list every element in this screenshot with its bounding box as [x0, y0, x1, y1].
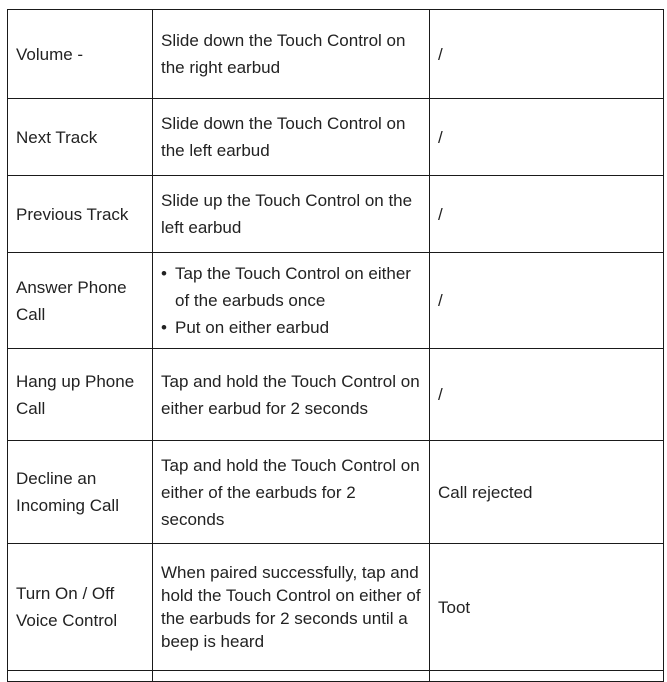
- empty-cell: [153, 671, 430, 682]
- prompt-cell: [430, 10, 664, 99]
- table-row: [8, 441, 664, 544]
- function-label: Hang up Phone Call: [16, 371, 135, 418]
- table-row: [8, 176, 664, 253]
- operation-text: Slide down the Touch Control on the left earbud: [161, 114, 406, 160]
- operation-text: Tap and hold the Touch Control on either earbud for 2 seconds: [161, 371, 420, 418]
- empty-cell: [8, 671, 153, 682]
- prompt-text: Toot: [438, 597, 471, 617]
- empty-cell: [430, 671, 664, 682]
- operation-cell: [153, 441, 430, 544]
- table-row-partial: [8, 671, 664, 682]
- prompt-cell: [430, 253, 664, 349]
- table-row: [8, 99, 664, 176]
- prompt-cell: [430, 349, 664, 441]
- operation-cell: [153, 176, 430, 253]
- operation-cell: [153, 349, 430, 441]
- function-cell: [8, 544, 153, 671]
- function-cell: [8, 176, 153, 253]
- operation-text: When paired successfully, tap and hold the Touch Control on either of the earbuds for 2 seconds until a beep is heard: [161, 563, 421, 651]
- operation-cell: [153, 99, 430, 176]
- prompt-cell: [430, 176, 664, 253]
- prompt-text: /: [438, 291, 443, 310]
- prompt-text: Call rejected: [438, 482, 533, 502]
- function-cell: [8, 99, 153, 176]
- prompt-text: /: [438, 204, 443, 224]
- function-cell: [8, 349, 153, 441]
- prompt-text: /: [438, 44, 443, 64]
- function-cell: [8, 253, 153, 349]
- function-label: Answer Phone Call: [16, 277, 127, 324]
- operation-text: Tap and hold the Touch Control on either of the earbuds for 2 seconds: [161, 455, 420, 529]
- table-row: [8, 544, 664, 671]
- function-cell: [8, 441, 153, 544]
- function-cell: [8, 10, 153, 99]
- operation-text: Slide up the Touch Control on the left earbud: [161, 191, 413, 237]
- prompt-text: /: [438, 127, 443, 147]
- prompt-text: /: [438, 385, 443, 404]
- operation-cell: [153, 544, 430, 671]
- prompt-cell: [430, 544, 664, 671]
- table-row: [8, 253, 664, 349]
- function-label: Previous Track: [16, 204, 129, 224]
- bullet-item: • Tap the Touch Control on either of the earbuds once: [161, 260, 421, 314]
- operation-cell: [153, 10, 430, 99]
- operation-cell: [153, 253, 430, 349]
- operation-bullet-list: [161, 260, 421, 341]
- touch-controls-table: [7, 9, 664, 682]
- document-page: [7, 9, 663, 682]
- operation-text: Slide down the Touch Control on the right earbud: [161, 31, 406, 77]
- bullet-item: • Put on either earbud: [161, 314, 421, 341]
- table-row: [8, 349, 664, 441]
- function-label: Turn On / Off Voice Control: [16, 584, 118, 630]
- prompt-cell: [430, 441, 664, 544]
- prompt-cell: [430, 99, 664, 176]
- function-label: Next Track: [16, 127, 98, 147]
- function-label: Volume -: [16, 44, 84, 64]
- table-row: [8, 10, 664, 99]
- function-label: Decline an Incoming Call: [16, 469, 119, 515]
